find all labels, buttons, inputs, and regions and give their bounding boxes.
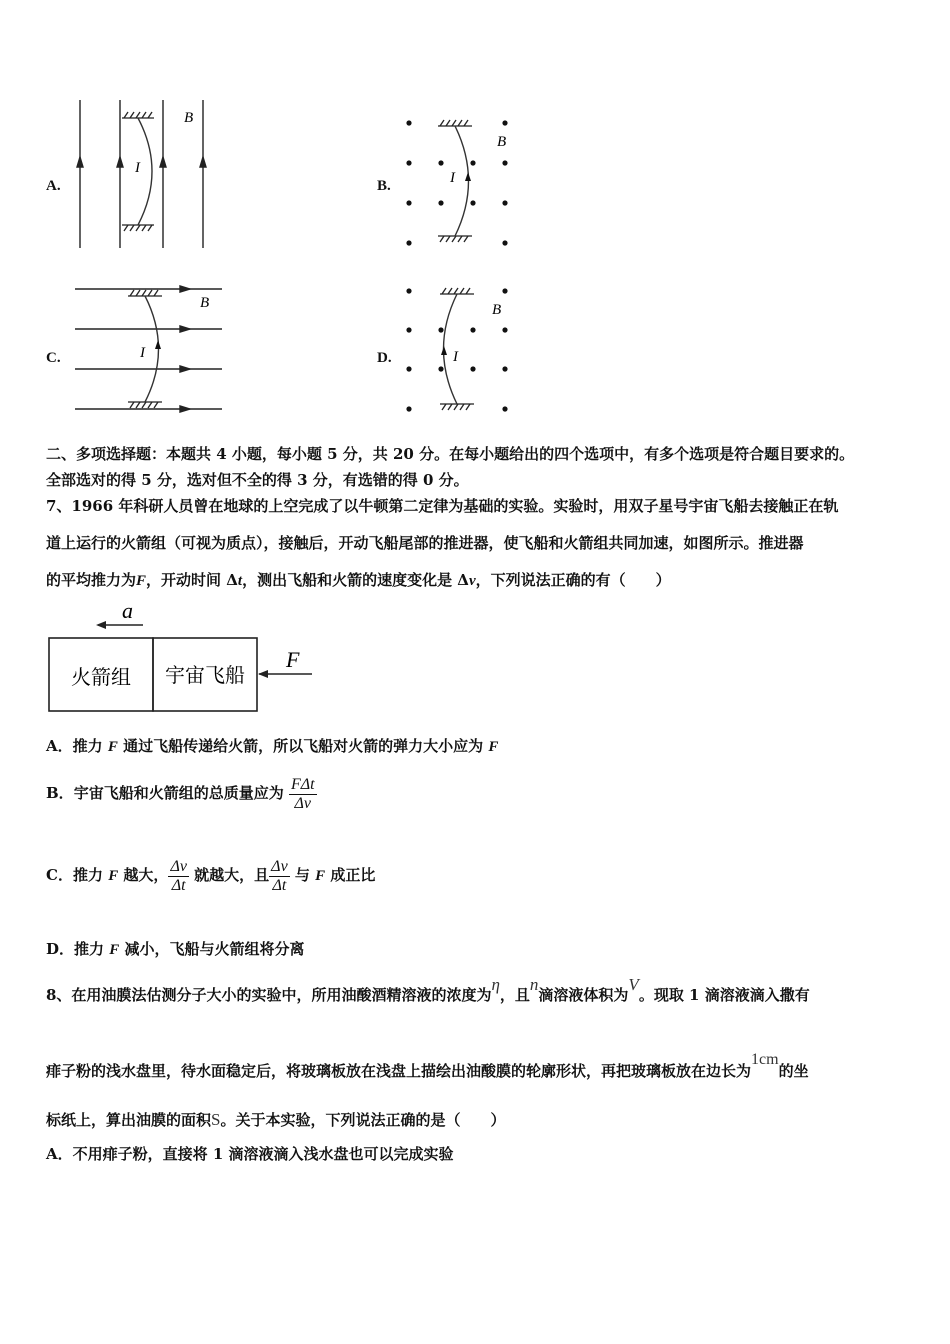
q7-line2: 道上运行的火箭组（可视为质点），接触后，开动飞船尾部的推进器，使飞船和火箭组共同加速，如图所示。推进器 [46, 534, 804, 552]
option-d-letter: D. [377, 350, 392, 366]
q7-option-b: B．宇宙飞船和火箭组的总质量应为 $\frac{\text{FΔt}}{\Delta v}$ [46, 775, 315, 812]
section2-line1: 二、多项选择题：本题共 4 小题，每小题 5 分，共 20 分。在每小题给出的四个选项中，有多个选项是符合题目要求的。 [46, 445, 855, 463]
q8-line2: 痱子粉的浅水盘里，待水面稳定后，将玻璃板放在浅盘上描绘出油酸膜的轮廓形状，再把玻璃板放在边长为1cm的坐 [46, 1051, 809, 1080]
figure-d [400, 280, 520, 420]
option-b-letter: B. [377, 178, 391, 194]
mass-fraction: $\frac{\text{FΔt}}{\Delta v}$ [290, 775, 315, 812]
rocket-group-label: 火箭组 [71, 667, 131, 689]
current-label-b: I [450, 170, 455, 186]
option-a-letter: A. [46, 178, 61, 194]
q7-line1: 7、1966 年科研人员曾在地球的上空完成了以牛顿第二定律为基础的实验。实验时，用双子星号宇宙飞船去接触正在轨 [46, 497, 839, 515]
q7-option-d: D．推力 F 减小，飞船与火箭组将分离 [46, 940, 305, 958]
option-c-letter: C. [46, 350, 61, 366]
q7-option-a: A．推力 F 通过飞船传递给火箭，所以飞船对火箭的弹力大小应为 F [46, 737, 499, 755]
figure-b [400, 110, 520, 250]
q8-option-a: A．不用痱子粉，直接将 1 滴溶液滴入浅水盘也可以完成实验 [46, 1145, 454, 1163]
field-label-a: B [184, 110, 194, 126]
accel-fraction-2: $\frac{\Delta v}{\Delta t}$ [271, 857, 288, 894]
accel-label: a [122, 598, 133, 623]
q7-diagram [46, 598, 321, 718]
field-label-b: B [497, 134, 507, 150]
q8-line3: 标纸上，算出油膜的面积S。关于本实验，下列说法正确的是（ ） [46, 1110, 506, 1129]
section2-line2: 全部选对的得 5 分，选对但不全的得 3 分，有选错的得 0 分。 [46, 471, 469, 489]
field-label-c: B [200, 295, 210, 311]
spaceship-label: 宇宙飞船 [165, 665, 245, 687]
q8-line1: 8、在用油膜法估测分子大小的实验中，所用油酸酒精溶液的浓度为η，且n滴溶液体积为V。现取 1 滴溶液滴入撒有 [46, 975, 810, 1004]
q7-option-c: C．推力 F 越大， $\frac{\Delta v}{\Delta t}$ 就越大，且 $\frac{\Delta v}{\Delta t}$ 与 F 成正比 [46, 857, 376, 894]
figure-a [68, 95, 218, 255]
current-label-c: I [140, 345, 145, 361]
figure-c [72, 280, 227, 420]
q7-line3: 的平均推力为F，开动时间 Δt，测出飞船和火箭的速度变化是 Δv，下列说法正确的有（ ） [46, 571, 671, 589]
current-label-a: I [135, 160, 140, 176]
current-label-d: I [453, 349, 458, 365]
force-label: F [286, 647, 300, 672]
accel-fraction-1: $\frac{\Delta v}{\Delta t}$ [170, 857, 187, 894]
field-label-d: B [492, 302, 502, 318]
